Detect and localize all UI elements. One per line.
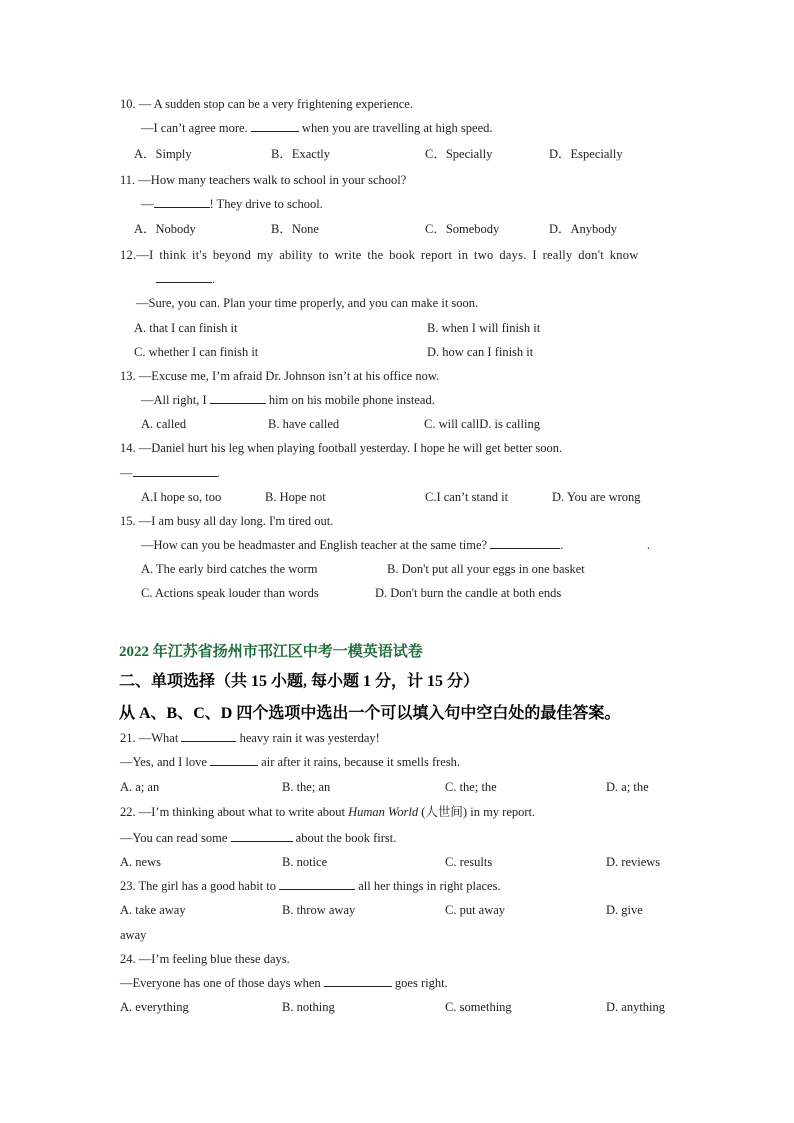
q12-blank: [156, 271, 212, 283]
q24-option-b: B. nothing: [282, 1000, 335, 1014]
q21-option-a: A. a; an: [120, 780, 160, 794]
q22-book-title: Human World: [348, 805, 419, 819]
q22-response: [120, 830, 396, 846]
q14-option-b: B. Hope not: [265, 490, 326, 504]
q12-stem: 12.—I think it's beyond my ability to write the book report in two days. I really don't know: [120, 248, 639, 262]
q21-response: [120, 754, 460, 770]
q12-stem-end: .: [212, 272, 216, 286]
q21-option-b: B. the; an: [282, 780, 331, 794]
section-instruction: 从 A、B、C、D 四个选项中选出一个可以填入句中空白处的最佳答案。: [119, 705, 621, 722]
q15-blank: [490, 537, 560, 549]
q15-response: [141, 537, 563, 553]
q15-option-a: A. The early bird catches the worm: [141, 562, 318, 576]
q10-response-end: when you are travelling at high speed.: [301, 121, 493, 135]
q22-response-start: —You can read some: [120, 831, 228, 845]
q13-option-cd: C. will callD. is calling: [424, 417, 540, 431]
q24-response-end: goes right.: [394, 976, 448, 990]
q22-blank: [231, 830, 293, 842]
q21-response-start: —Yes, and I love: [120, 755, 207, 769]
q21-stem-start: 21. —What: [120, 731, 179, 745]
q15-option-d: D. Don't burn the candle at both ends: [375, 586, 562, 600]
q15-option-c: C. Actions speak louder than words: [141, 586, 319, 600]
q14-option-c: C.I can’t stand it: [425, 490, 509, 504]
q10-response-start: —I can’t agree more.: [141, 121, 248, 135]
q21-option-d: D. a; the: [606, 780, 649, 794]
q13-response-start: —All right, I: [141, 393, 207, 407]
q22-option-b: B. notice: [282, 855, 328, 869]
q23-option-d: D. give: [606, 903, 643, 917]
q22-option-d: D. reviews: [606, 855, 661, 869]
q14-response-end: .: [216, 466, 220, 480]
q14-stem: 14. —Daniel hurt his leg when playing football yesterday. I hope he will get better soon.: [120, 441, 563, 455]
q24-option-a: A. everything: [120, 1000, 189, 1014]
q23-stem: [120, 878, 501, 894]
q23-blank: [279, 878, 355, 890]
q11-blank: [154, 196, 210, 208]
q10-response: [141, 120, 493, 136]
q10-stem: 10. — A sudden stop can be a very frightening experience.: [120, 97, 413, 111]
q12-option-a: A. that I can finish it: [134, 321, 238, 335]
q21-blank-2: [210, 754, 258, 766]
q11-option-b: B．None: [271, 222, 319, 236]
q13-blank: [210, 392, 266, 404]
section-subtitle: 二、单项选择（共 15 小题, 每小题 1 分，计 15 分）: [119, 673, 480, 690]
q12-option-b: B. when I will finish it: [427, 321, 541, 335]
q14-blank: [133, 465, 217, 477]
q13-response-end: him on his mobile phone instead.: [268, 393, 435, 407]
q22-option-a: A. news: [120, 855, 161, 869]
q24-option-c: C. something: [445, 1000, 512, 1014]
q24-option-d: D. anything: [606, 1000, 666, 1014]
q10-blank: [251, 120, 299, 132]
q11-response: [141, 196, 323, 212]
q11-stem: 11. —How many teachers walk to school in your school?: [120, 173, 407, 187]
q13-option-b: B. have called: [268, 417, 340, 431]
q11-response-end: ! They drive to school.: [209, 197, 323, 211]
q14-response-start: —: [120, 466, 133, 480]
q10-option-a: A．Simply: [134, 147, 192, 161]
q22-option-c: C. results: [445, 855, 493, 869]
q10-option-c: C．Specially: [425, 147, 493, 161]
q21-stem-end: heavy rain it was yesterday!: [239, 731, 380, 745]
q14-option-a: A.I hope so, too: [141, 490, 222, 504]
q11-response-start: —: [141, 197, 154, 211]
q15-response-start: —How can you be headmaster and English teacher at the same time?: [141, 538, 488, 552]
q24-response-start: —Everyone has one of those days when: [120, 976, 321, 990]
q12-option-d: D. how can I finish it: [427, 345, 534, 359]
q22-stem-end: (人世间) in my report.: [421, 805, 536, 819]
q10-option-d: D．Especially: [549, 147, 623, 161]
q22-stem: [120, 804, 535, 820]
q11-option-c: C．Somebody: [425, 222, 500, 236]
q23-stem-start: 23. The girl has a good habit to: [120, 879, 276, 893]
q12-stem-continued: [156, 271, 215, 287]
q10-option-b: B．Exactly: [271, 147, 331, 161]
q21-stem: [120, 730, 380, 746]
q21-blank-1: [181, 730, 236, 742]
q22-stem-start: 22. —I’m thinking about what to write about: [120, 805, 345, 819]
q23-stem-end: all her things in right places.: [358, 879, 501, 893]
q11-option-a: A．Nobody: [134, 222, 196, 236]
q12-response: —Sure, you can. Plan your time properly, and you can make it soon.: [136, 296, 479, 310]
q13-stem: 13. —Excuse me, I’m afraid Dr. Johnson isn’t at his office now.: [120, 369, 440, 383]
q23-option-d-wrap: away: [120, 928, 147, 942]
q22-response-end: about the book first.: [295, 831, 397, 845]
q24-stem: 24. —I’m feeling blue these days.: [120, 952, 290, 966]
q23-option-a: A. take away: [120, 903, 186, 917]
q23-option-c: C. put away: [445, 903, 506, 917]
q21-response-end: air after it rains, because it smells fresh.: [261, 755, 461, 769]
q15-option-b: B. Don't put all your eggs in one basket: [387, 562, 585, 576]
q13-option-a: A. called: [141, 417, 187, 431]
q14-option-d: D. You are wrong: [552, 490, 641, 504]
q24-blank: [324, 975, 392, 987]
q24-response: [120, 975, 448, 991]
q13-response: [141, 392, 435, 408]
section-title: 2022 年江苏省扬州市邗江区中考一模英语试卷: [119, 644, 423, 660]
q15-response-end: .: [560, 538, 564, 552]
q15-stem: 15. —I am busy all day long. I'm tired out.: [120, 514, 334, 528]
q15-trailing-dot: .: [647, 538, 651, 552]
q12-option-c: C. whether I can finish it: [134, 345, 259, 359]
q11-option-d: D．Anybody: [549, 222, 618, 236]
q21-option-c: C. the; the: [445, 780, 497, 794]
q23-option-b: B. throw away: [282, 903, 356, 917]
q14-response: [120, 465, 220, 481]
